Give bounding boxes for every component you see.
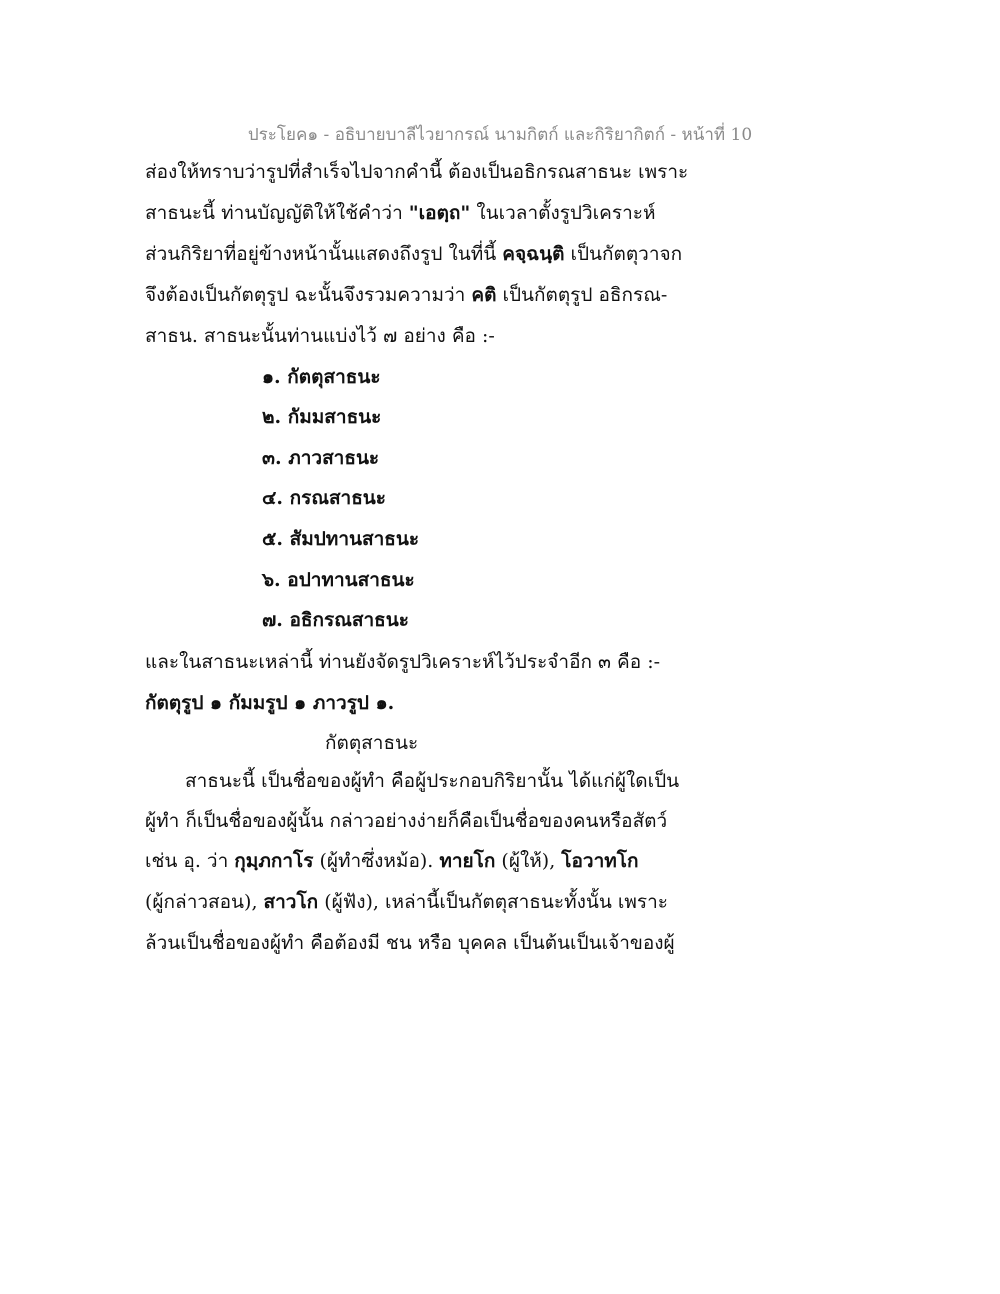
paragraph-line — [145, 887, 668, 917]
text-run: (ผู้กล่าวสอน), — [145, 891, 264, 913]
paragraph-line: ล้วนเป็นชื่อของผู้ทำ คือต้องมี ชน หรือ บุคคล เป็นต้นเป็นเจ้าของผู้ — [145, 932, 675, 954]
text-run: เช่น อุ. ว่า — [145, 850, 235, 872]
bold-term: กุมฺภกาโร — [234, 850, 314, 872]
section-heading: กัตตุสาธนะ — [325, 732, 419, 754]
paragraph-line — [145, 846, 638, 876]
bold-term: โอวาทโก — [561, 850, 639, 872]
text-run: เป็นกัตตุวาจก — [564, 243, 683, 265]
text-run: (ผู้ทำซึ่งหม้อ). — [313, 850, 440, 872]
bold-term: "เอตฺถ" — [408, 202, 471, 224]
paragraph-line: ผู้ทำ ก็เป็นชื่อของผู้นั้น กล่าวอย่างง่ายก็คือเป็นชื่อของคนหรือสัตว์ — [145, 810, 668, 832]
bold-term: คจฺฉนฺติ — [502, 243, 565, 265]
paragraph-line — [145, 198, 655, 228]
paragraph-line — [145, 239, 682, 269]
text-run: ในเวลาตั้งรูปวิเคราะห์ — [470, 202, 656, 224]
running-header: ประโยค๑ - อธิบายบาลีไวยากรณ์ นามกิตก์ และกิริยากิตก์ - หน้าที่ 10 — [247, 125, 753, 145]
list-item: ๔. กรณสาธนะ — [262, 487, 387, 509]
bold-term: คติ — [471, 284, 497, 306]
list-item: ๓. ภาวสาธนะ — [262, 447, 380, 469]
list-item: ๗. อธิกรณสาธนะ — [262, 609, 409, 631]
bold-term: สาวโก — [263, 891, 319, 913]
text-run: สาธนะนี้ ท่านบัญญัติให้ใช้คำว่า — [145, 202, 409, 224]
paragraph-line: สาธนะนี้ เป็นชื่อของผู้ทำ คือผู้ประกอบกิริยานั้น ได้แก่ผู้ใดเป็น — [185, 770, 680, 792]
paragraph-line: ส่องให้ทราบว่ารูปที่สำเร็จไปจากคำนี้ ต้องเป็นอธิกรณสาธนะ เพราะ — [145, 161, 689, 183]
paragraph-line: และในสาธนะเหล่านี้ ท่านยังจัดรูปวิเคราะห์ไว้ประจำอีก ๓ คือ :- — [145, 651, 661, 673]
list-item: ๒. กัมมสาธนะ — [262, 406, 382, 428]
text-run: จึงต้องเป็นกัตตุรูป ฉะนั้นจึงรวมความว่า — [145, 284, 472, 306]
text-run: เป็นกัตตุรูป อธิกรณ- — [496, 284, 668, 306]
list-item: ๕. สัมปทานสาธนะ — [262, 528, 420, 550]
paragraph-line-bold: กัตตุรูป ๑ กัมมรูป ๑ ภาวรูป ๑. — [145, 692, 395, 714]
bold-term: ทายโก — [439, 850, 496, 872]
text-run: (ผู้ให้), — [495, 850, 562, 872]
paragraph-line — [145, 280, 667, 310]
list-item: ๖. อปาทานสาธนะ — [262, 569, 415, 591]
text-run: ส่วนกิริยาที่อยู่ข้างหน้านั้นแสดงถึงรูป ในที่นี้ — [145, 243, 503, 265]
paragraph-line: สาธน. สาธนะนั้นท่านแบ่งไว้ ๗ อย่าง คือ :- — [145, 325, 495, 347]
text-run: (ผู้ฟัง), เหล่านี้เป็นกัตตุสาธนะทั้งนั้น เพราะ — [318, 891, 669, 913]
list-item: ๑. กัตตุสาธนะ — [262, 366, 381, 388]
